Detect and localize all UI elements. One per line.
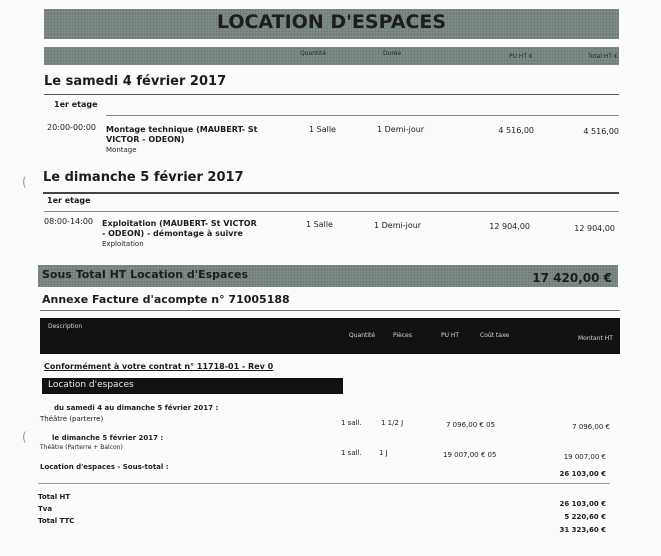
- total-ht-label: Total HT: [38, 493, 71, 501]
- day1-floor: 1er etage: [54, 100, 98, 109]
- annexe-underline: [40, 310, 620, 311]
- day-label: le dimanche 5 février 2017 :: [52, 434, 164, 442]
- day2-floor-divider: [44, 211, 619, 212]
- total-ttc-label: Total TTC: [38, 517, 75, 525]
- day1-floor-divider: [106, 115, 619, 116]
- annexe-subtotal-value: 26 103,00 €: [559, 470, 606, 478]
- section-label: Location d'espaces: [48, 380, 134, 390]
- annexe-title: Annexe Facture d'acompte n° 71005188: [42, 293, 290, 306]
- day2-qty: 1 Salle: [306, 220, 333, 229]
- subtotal-value: 17 420,00 €: [532, 271, 612, 285]
- day2-desc-line1: Exploitation (MAUBERT- St VICTOR: [102, 219, 257, 228]
- day1-total: 4 516,00: [583, 127, 619, 136]
- row1-pu: 7 096,00 € 05: [446, 421, 495, 429]
- row2-label: Théâtre (Parterre + Balcon): [40, 444, 123, 451]
- row2-pu: 19 007,00 € 05: [443, 451, 497, 459]
- tva-value: 5 220,60 €: [564, 513, 606, 521]
- annexe-col-quantite: Quantité: [349, 332, 376, 339]
- day1-duration: 1 Demi-jour: [377, 125, 425, 134]
- day2-floor: 1er etage: [47, 196, 91, 205]
- col-pu-ht: PU HT €: [509, 53, 533, 60]
- annexe-col-montant: Montant HT: [578, 335, 613, 342]
- day1-heading: Le samedi 4 février 2017: [44, 74, 227, 89]
- annexe-col-pu-ht: PU HT: [441, 332, 460, 339]
- contract-line: Conformément à votre contrat n° 11718-01 - Rev 0: [44, 362, 274, 371]
- total-ttc-value: 31 323,60 €: [559, 526, 606, 534]
- col-quantite: Quantité: [300, 50, 327, 57]
- annexe-col-cout: Coût taxe: [480, 332, 510, 339]
- col-total-ht: Total HT €: [588, 53, 618, 60]
- row2-amount: 19 007,00 €: [563, 453, 606, 461]
- day2-time: 08:00-14:00: [44, 217, 93, 226]
- scan-mark-1: (: [22, 175, 27, 189]
- day1-pu: 4 516,00: [498, 126, 534, 135]
- row2-pieces: 1 J: [379, 449, 388, 457]
- day2-total: 12 904,00: [574, 224, 615, 233]
- annexe-col-pieces: Pièces: [393, 332, 412, 339]
- day1-desc-line3: Montage: [106, 146, 137, 154]
- period-label: du samedi 4 au dimanche 5 février 2017 :: [54, 404, 219, 412]
- row2-qty: 1 sall.: [341, 449, 362, 457]
- total-ht-value: 26 103,00 €: [559, 500, 606, 508]
- day2-desc-line3: Exploitation: [102, 240, 144, 248]
- day1-desc-line2: VICTOR - ODEON): [106, 135, 185, 144]
- scan-mark-2: (: [22, 430, 27, 444]
- day2-divider: [43, 192, 619, 194]
- day2-pu: 12 904,00: [489, 222, 530, 231]
- row1-pieces: 1 1/2 J: [381, 419, 404, 427]
- row1-amount: 7 096,00 €: [572, 423, 610, 431]
- col-duree: Durée: [383, 50, 402, 57]
- annexe-col-description: Description: [48, 323, 83, 330]
- day2-heading: Le dimanche 5 février 2017: [43, 170, 244, 185]
- day1-qty: 1 Salle: [309, 125, 336, 134]
- day1-desc-line1: Montage technique (MAUBERT- St: [106, 125, 258, 134]
- totals-divider: [38, 483, 610, 484]
- day1-time: 20:00-00:00: [47, 123, 96, 132]
- tva-label: Tva: [38, 505, 53, 513]
- row1-label: Théâtre (parterre): [40, 415, 104, 423]
- day1-divider: [44, 94, 619, 95]
- day2-duration: 1 Demi-jour: [374, 221, 422, 230]
- annexe-subtotal-label: Location d'espaces - Sous-total :: [40, 463, 169, 471]
- day2-desc-line2: - ODEON) - démontage à suivre: [102, 229, 243, 238]
- subtotal-label: Sous Total HT Location d'Espaces: [42, 268, 248, 281]
- page-title: LOCATION D'ESPACES: [216, 11, 447, 33]
- row1-qty: 1 sall.: [341, 419, 362, 427]
- annexe-header-bar: [40, 318, 620, 354]
